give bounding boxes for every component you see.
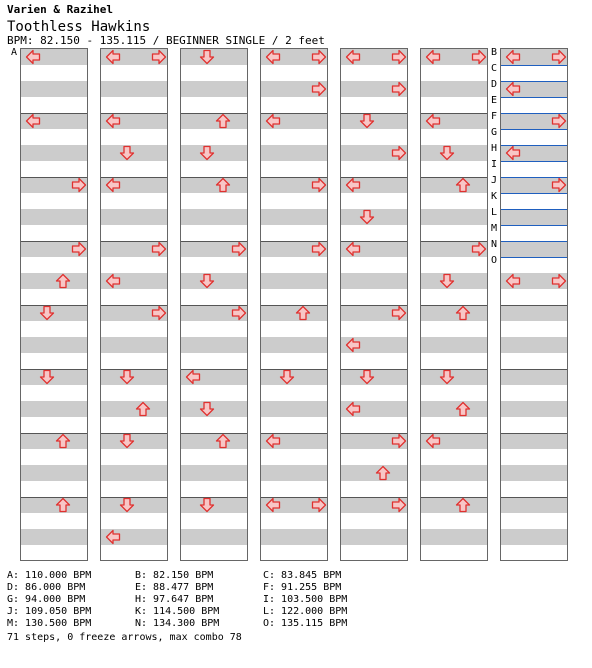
arrow-up-icon xyxy=(375,465,391,481)
beat-band xyxy=(501,241,567,257)
arrow-up-icon xyxy=(455,497,471,513)
chart-column xyxy=(180,48,248,561)
chart-meta: BPM: 82.150 - 135.115 / BEGINNER SINGLE / 2 feet xyxy=(7,34,325,47)
arrow-up-icon xyxy=(455,401,471,417)
arrow-down-icon xyxy=(199,145,215,161)
bpm-change-line xyxy=(501,161,567,162)
beat-band xyxy=(21,433,87,449)
measure-line xyxy=(421,497,487,498)
chart-column xyxy=(100,48,168,561)
bpm-marker-label: L xyxy=(491,207,498,218)
arrow-right-icon xyxy=(551,177,567,193)
arrow-up-icon xyxy=(55,273,71,289)
arrow-right-icon xyxy=(151,305,167,321)
bpm-change-line xyxy=(501,241,567,242)
legend-entry: H: 97.647 BPM xyxy=(135,594,214,605)
beat-band xyxy=(421,337,487,353)
beat-band xyxy=(101,401,167,417)
beat-band xyxy=(181,209,247,225)
arrow-right-icon xyxy=(311,177,327,193)
beat-band xyxy=(501,369,567,385)
chart-stats: 71 steps, 0 freeze arrows, max combo 78 xyxy=(7,632,242,643)
beat-band xyxy=(421,465,487,481)
arrow-right-icon xyxy=(391,497,407,513)
arrow-right-icon xyxy=(391,81,407,97)
arrow-up-icon xyxy=(55,433,71,449)
beat-band xyxy=(341,529,407,545)
bpm-change-line xyxy=(501,129,567,130)
measure-line xyxy=(421,177,487,178)
beat-band xyxy=(101,209,167,225)
legend-entry: M: 130.500 BPM xyxy=(7,618,92,629)
arrow-down-icon xyxy=(199,49,215,65)
bpm-marker-label: C xyxy=(491,63,498,74)
chart-column xyxy=(260,48,328,561)
beat-band xyxy=(261,273,327,289)
beat-band xyxy=(421,209,487,225)
beat-band xyxy=(501,209,567,225)
beat-band xyxy=(421,305,487,321)
bpm-change-line xyxy=(501,65,567,66)
arrow-up-icon xyxy=(215,113,231,129)
legend-entry: A: 110.000 BPM xyxy=(7,570,92,581)
arrow-left-icon xyxy=(345,401,361,417)
arrow-right-icon xyxy=(391,305,407,321)
beat-band xyxy=(501,465,567,481)
measure-line xyxy=(501,497,567,498)
arrow-down-icon xyxy=(39,305,55,321)
arrow-down-icon xyxy=(119,433,135,449)
bpm-marker-label: K xyxy=(491,191,498,202)
arrow-left-icon xyxy=(25,113,41,129)
arrow-down-icon xyxy=(119,497,135,513)
arrow-left-icon xyxy=(345,49,361,65)
legend-entry: K: 114.500 BPM xyxy=(135,606,220,617)
beat-band xyxy=(21,529,87,545)
arrow-right-icon xyxy=(151,241,167,257)
beat-band xyxy=(261,337,327,353)
bpm-change-line xyxy=(501,193,567,194)
beat-band xyxy=(261,145,327,161)
legend-entry: O: 135.115 BPM xyxy=(263,618,348,629)
legend-entry: J: 109.050 BPM xyxy=(7,606,92,617)
arrow-left-icon xyxy=(505,49,521,65)
arrow-down-icon xyxy=(199,401,215,417)
arrow-left-icon xyxy=(265,49,281,65)
legend-entry: B: 82.150 BPM xyxy=(135,570,214,581)
arrow-down-icon xyxy=(439,273,455,289)
chart-column xyxy=(340,48,408,561)
arrow-right-icon xyxy=(471,49,487,65)
arrow-right-icon xyxy=(231,241,247,257)
arrow-down-icon xyxy=(199,497,215,513)
arrow-right-icon xyxy=(391,433,407,449)
arrow-left-icon xyxy=(345,241,361,257)
beat-band xyxy=(501,497,567,513)
legend-entry: E: 88.477 BPM xyxy=(135,582,214,593)
arrow-left-icon xyxy=(105,177,121,193)
arrow-down-icon xyxy=(359,113,375,129)
beat-band xyxy=(181,113,247,129)
arrow-up-icon xyxy=(215,433,231,449)
arrow-up-icon xyxy=(455,305,471,321)
chart-column xyxy=(420,48,488,561)
beat-band xyxy=(101,465,167,481)
arrow-left-icon xyxy=(425,113,441,129)
arrow-left-icon xyxy=(105,529,121,545)
measure-line xyxy=(181,113,247,114)
beat-band xyxy=(21,401,87,417)
beat-band xyxy=(181,81,247,97)
beat-band xyxy=(21,465,87,481)
beat-band xyxy=(261,401,327,417)
arrow-up-icon xyxy=(295,305,311,321)
beat-band xyxy=(261,465,327,481)
arrow-left-icon xyxy=(105,49,121,65)
beat-band xyxy=(501,305,567,321)
legend-entry: G: 94.000 BPM xyxy=(7,594,86,605)
arrow-right-icon xyxy=(311,81,327,97)
beat-band xyxy=(421,497,487,513)
legend-entry: L: 122.000 BPM xyxy=(263,606,348,617)
arrow-left-icon xyxy=(25,49,41,65)
arrow-right-icon xyxy=(391,145,407,161)
arrow-right-icon xyxy=(71,177,87,193)
beat-band xyxy=(21,273,87,289)
beat-band xyxy=(421,177,487,193)
beat-band xyxy=(501,433,567,449)
arrow-right-icon xyxy=(551,113,567,129)
arrow-left-icon xyxy=(185,369,201,385)
arrow-left-icon xyxy=(265,113,281,129)
beat-band xyxy=(501,529,567,545)
beat-band xyxy=(181,529,247,545)
arrow-down-icon xyxy=(439,145,455,161)
arrow-down-icon xyxy=(119,145,135,161)
measure-line xyxy=(261,305,327,306)
song-title: Toothless Hawkins xyxy=(7,19,151,35)
bpm-marker-label: G xyxy=(491,127,498,138)
arrow-down-icon xyxy=(39,369,55,385)
arrow-right-icon xyxy=(551,49,567,65)
arrow-left-icon xyxy=(505,81,521,97)
arrow-left-icon xyxy=(425,49,441,65)
arrow-left-icon xyxy=(265,497,281,513)
measure-line xyxy=(501,305,567,306)
arrow-left-icon xyxy=(505,273,521,289)
bpm-marker-label: E xyxy=(491,95,498,106)
beat-band xyxy=(21,337,87,353)
beat-band xyxy=(501,337,567,353)
arrow-right-icon xyxy=(551,273,567,289)
bpm-marker-label: B xyxy=(491,47,498,58)
arrow-down-icon xyxy=(279,369,295,385)
bpm-marker-label: D xyxy=(491,79,498,90)
beat-band xyxy=(261,305,327,321)
arrow-right-icon xyxy=(471,241,487,257)
bpm-marker-label: M xyxy=(491,223,498,234)
bpm-marker-label: F xyxy=(491,111,498,122)
bpm-change-line xyxy=(501,225,567,226)
measure-line xyxy=(501,433,567,434)
bpm-marker-label: N xyxy=(491,239,498,250)
arrow-left-icon xyxy=(265,433,281,449)
measure-line xyxy=(21,433,87,434)
beat-band xyxy=(421,81,487,97)
arrow-left-icon xyxy=(345,337,361,353)
beat-band xyxy=(181,337,247,353)
arrow-up-icon xyxy=(55,497,71,513)
chart-column xyxy=(20,48,88,561)
beat-band xyxy=(101,81,167,97)
beat-band xyxy=(101,337,167,353)
beat-band xyxy=(341,273,407,289)
bpm-marker-label: A xyxy=(11,47,18,58)
chart-column xyxy=(500,48,568,561)
beat-band xyxy=(261,529,327,545)
bpm-change-line xyxy=(501,209,567,210)
legend-entry: D: 86.000 BPM xyxy=(7,582,86,593)
arrow-up-icon xyxy=(455,177,471,193)
beat-band xyxy=(21,81,87,97)
measure-line xyxy=(21,497,87,498)
arrow-right-icon xyxy=(151,49,167,65)
beat-band xyxy=(181,465,247,481)
beat-band xyxy=(261,209,327,225)
arrow-right-icon xyxy=(311,241,327,257)
legend-entry: N: 134.300 BPM xyxy=(135,618,220,629)
beat-band xyxy=(21,209,87,225)
bpm-marker-label: J xyxy=(491,175,498,186)
beat-band xyxy=(421,529,487,545)
arrow-right-icon xyxy=(231,305,247,321)
beat-band xyxy=(21,497,87,513)
bpm-change-line xyxy=(501,97,567,98)
arrow-right-icon xyxy=(391,49,407,65)
beat-band xyxy=(341,465,407,481)
bpm-marker-label: O xyxy=(491,255,498,266)
beat-band xyxy=(181,433,247,449)
arrow-down-icon xyxy=(199,273,215,289)
arrow-left-icon xyxy=(105,273,121,289)
beat-band xyxy=(181,177,247,193)
measure-line xyxy=(421,305,487,306)
artist-name: Varien & Razihel xyxy=(7,3,113,16)
arrow-left-icon xyxy=(105,113,121,129)
beat-band xyxy=(21,145,87,161)
arrow-up-icon xyxy=(215,177,231,193)
arrow-down-icon xyxy=(119,369,135,385)
bpm-marker-label: I xyxy=(491,159,498,170)
arrow-down-icon xyxy=(359,209,375,225)
arrow-right-icon xyxy=(71,241,87,257)
legend-entry: C: 83.845 BPM xyxy=(263,570,342,581)
arrow-left-icon xyxy=(505,145,521,161)
beat-band xyxy=(421,401,487,417)
arrow-down-icon xyxy=(359,369,375,385)
arrow-left-icon xyxy=(425,433,441,449)
legend-entry: F: 91.255 BPM xyxy=(263,582,342,593)
arrow-up-icon xyxy=(135,401,151,417)
arrow-down-icon xyxy=(439,369,455,385)
arrow-right-icon xyxy=(311,497,327,513)
beat-band xyxy=(501,401,567,417)
bpm-change-line xyxy=(501,257,567,258)
measure-line xyxy=(181,433,247,434)
legend-entry: I: 103.500 BPM xyxy=(263,594,348,605)
arrow-right-icon xyxy=(311,49,327,65)
measure-line xyxy=(501,369,567,370)
measure-line xyxy=(181,177,247,178)
arrow-left-icon xyxy=(345,177,361,193)
bpm-marker-label: H xyxy=(491,143,498,154)
